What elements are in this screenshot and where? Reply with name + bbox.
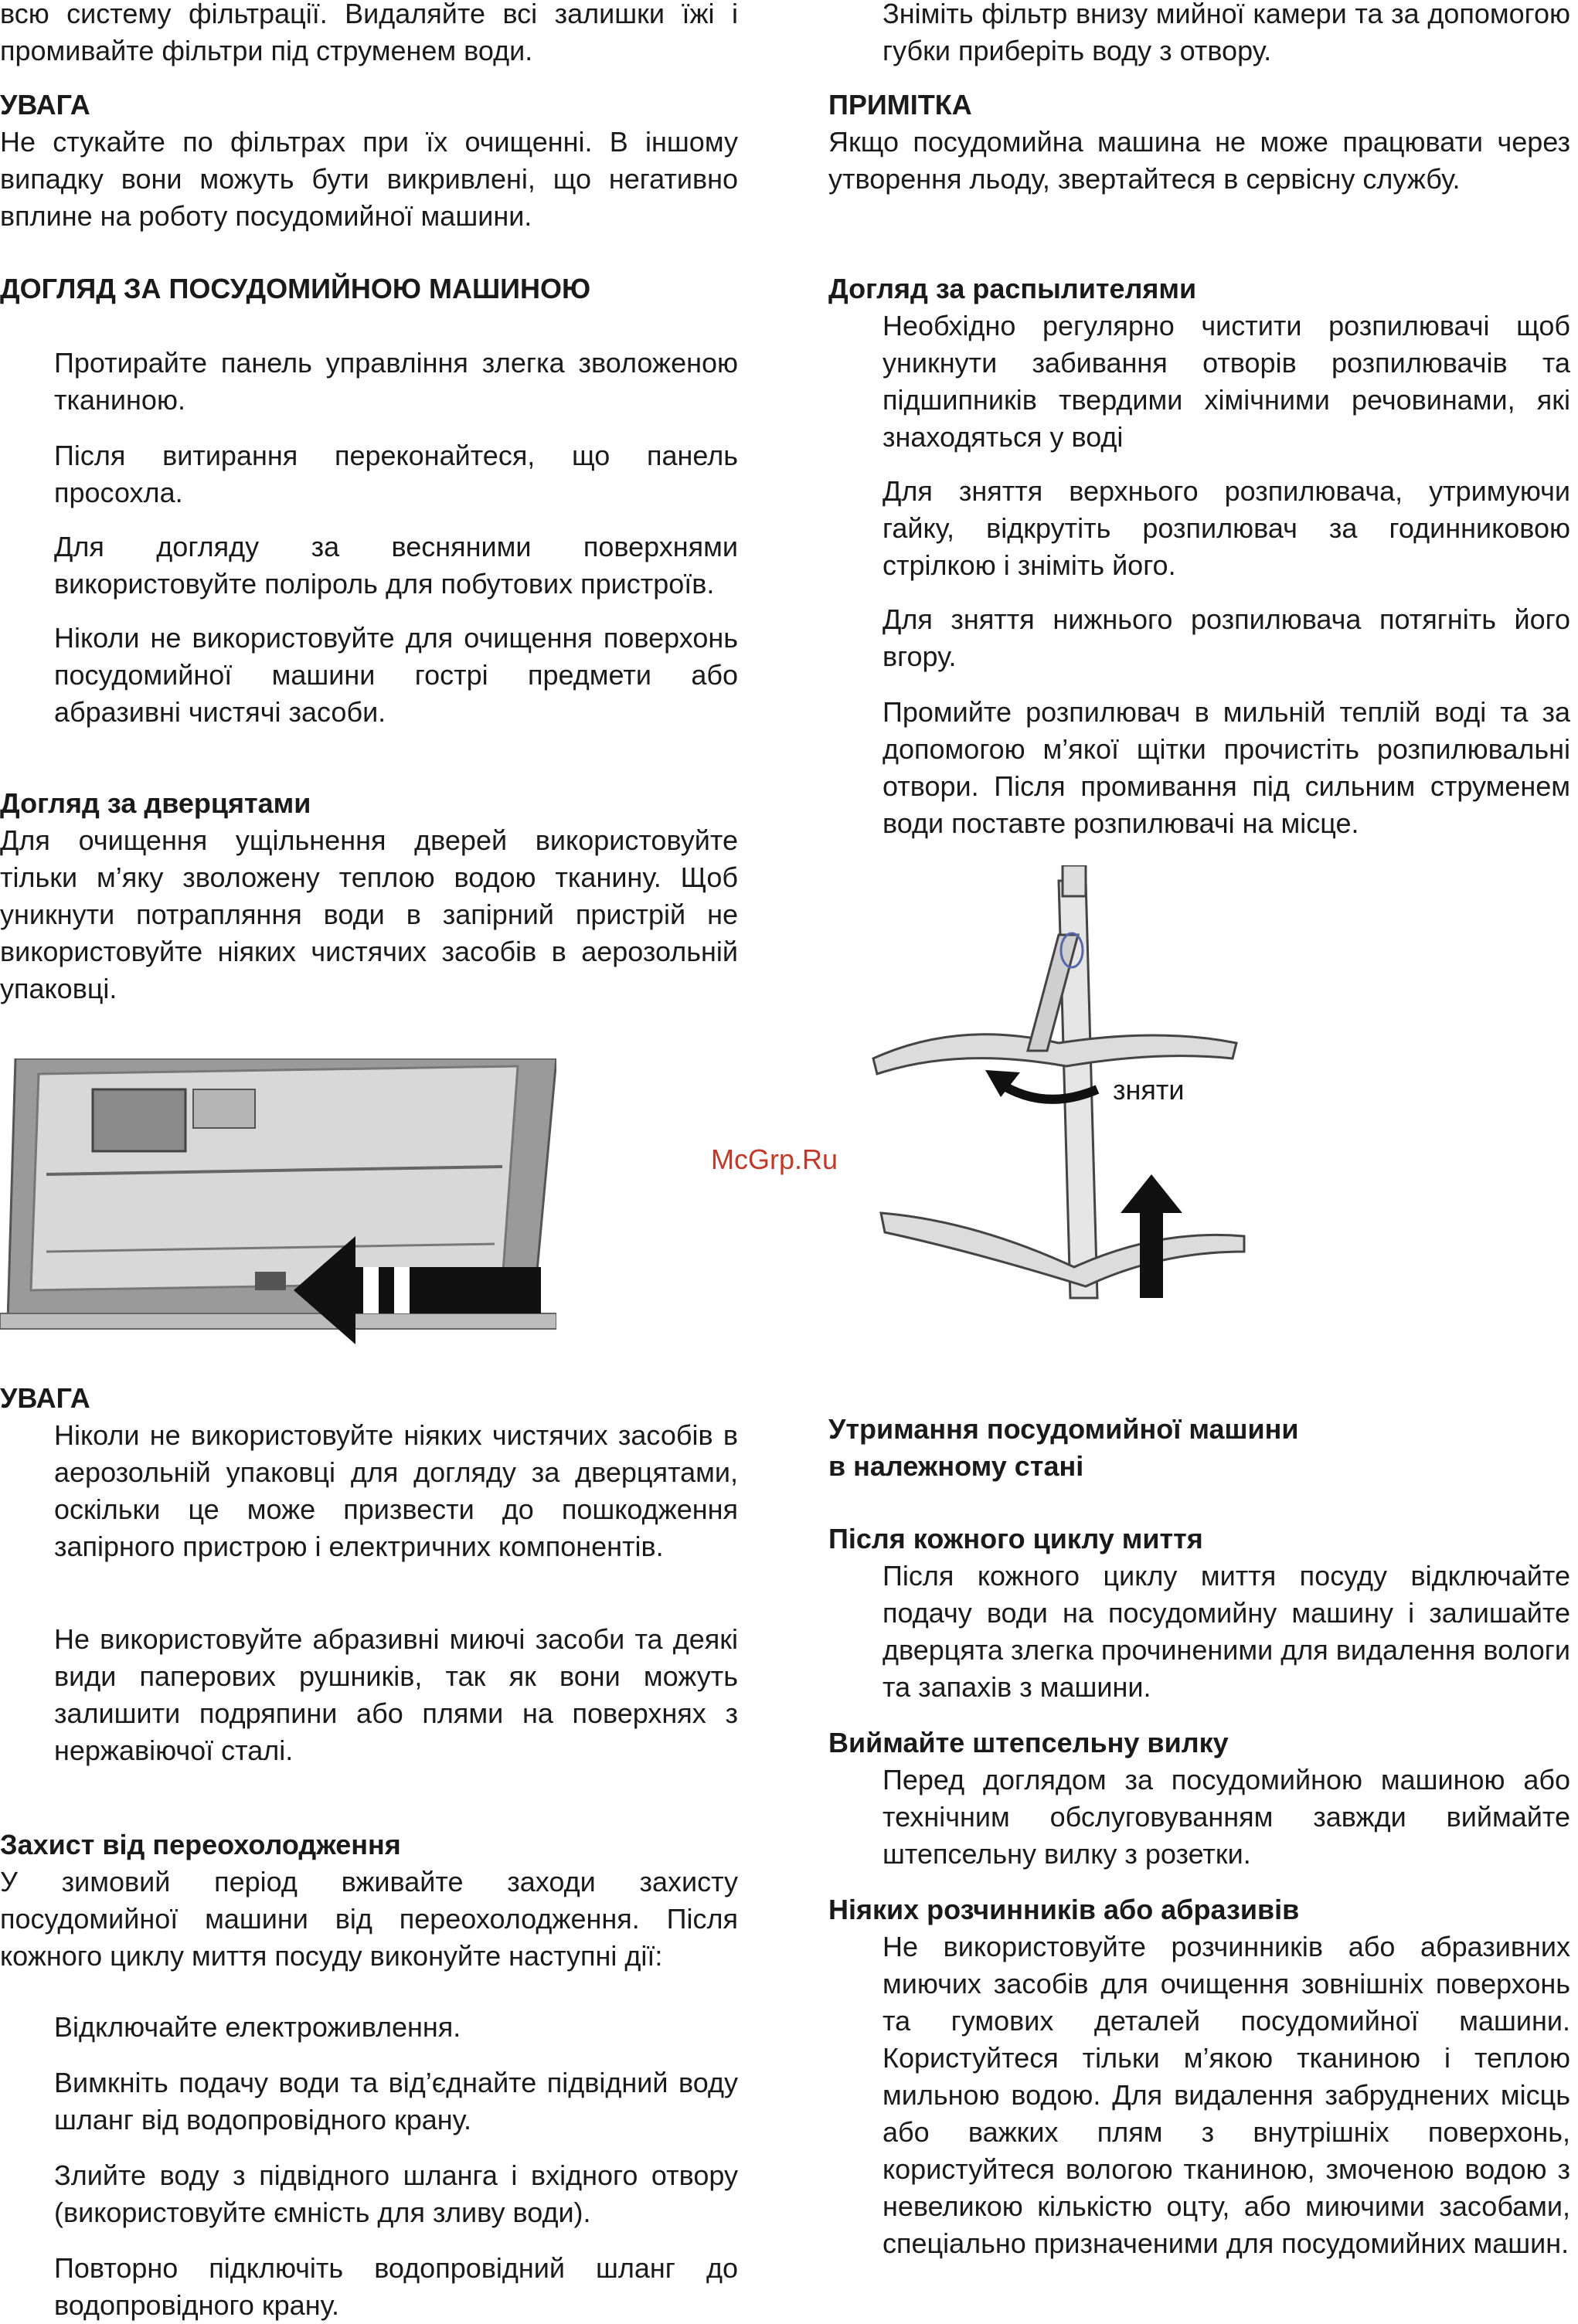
care-item: Ніколи не використовуйте для очищення поверхонь посудомийної машини гострі предмети або абразивні чистячі засоби.: [54, 622, 738, 728]
frost-item: Відключайте електроживлення.: [54, 2011, 461, 2043]
warning1-title: УВАГА: [0, 89, 90, 121]
spray-item: Необхідно регулярно чистити розпилювачі щоб уникнути забивання отворів розпилювачів та підшипників твердими хімічними речовинами, які знаходяться у воді: [883, 310, 1570, 453]
solvent-text: Не використовуйте розчинників або абразивних миючих засобів для очищення зовнішніх поверхонь та гумових деталей посудомийної машини. Користуйтеся тільки м’якою тканиною і теплою мильною водою. Для видалення забруднених місць або важких плям з внутрішніх поверхонь, користуйтеся вологою тканиною, змоченою водою з невеликою кількістю оцту, або миючими засобами, спеціально призначеними для посудомийних машин.: [883, 1931, 1570, 2259]
door-care-text: Для очищення ущільнення дверей використовуйте тільки м’яку зволожену теплою водою тканину. Щоб уникнути потрапляння води в запірний пристрій не використовуйте ніяких чистячих засобів в аерозольній упаковці.: [0, 824, 738, 1004]
warning2-item: Не використовуйте абразивні миючі засоби та деякі види паперових рушників, так як вони можуть залишити подряпини або плями на поверхнях з нержавіючої сталі.: [54, 1623, 738, 1766]
plug-title: Виймайте штепсельну вилку: [828, 1727, 1229, 1758]
door-figure: [0, 1058, 556, 1352]
warning2-item: Ніколи не використовуйте ніяких чистячих засобів в аерозольній упаковці для догляду за дверцятами, оскільки це може призвести до пошкодження запірного пристрою і електричних компонентів.: [54, 1419, 738, 1562]
spray-title: Догляд за распылителями: [828, 273, 1197, 304]
after-cycle-title: Після кожного циклу миття: [828, 1523, 1203, 1554]
warning2-title: УВАГА: [0, 1382, 90, 1414]
frost-item: Злийте воду з підвідного шланга і вхідного отвору (використовуйте ємність для зливу води).: [54, 2159, 738, 2228]
care-title: ДОГЛЯД ЗА ПОСУДОМИЙНОЮ МАШИНОЮ: [0, 273, 591, 304]
note-title: ПРИМІТКА: [828, 89, 972, 121]
figure-label: зняти: [1113, 1074, 1185, 1106]
after-cycle-text: Після кожного циклу миття посуду відключайте подачу води на посудомийну машину і залишайте дверцята злегка прочиненими для видалення вологи та запахів з машини.: [883, 1560, 1570, 1703]
care-item: Для догляду за весняними поверхнями використовуйте поліроль для побутових пристроїв.: [54, 531, 738, 600]
care-item: Після витирання переконайтеся, що панель просохла.: [54, 440, 738, 508]
solvent-title: Ніяких розчинників або абразивів: [828, 1894, 1300, 1925]
left-intro-text: всю систему фільтрації. Видаляйте всі залишки їжі і промивайте фільтри під струменем води.: [0, 0, 738, 66]
maintain-title-line1: Утримання посудомийної машини: [828, 1413, 1299, 1445]
spray-item: Для зняття верхнього розпилювача, утримуючи гайку, відкрутіть розпилювач за годинниковою стрілкою і зніміть його.: [883, 475, 1570, 581]
spray-item: Промийте розпилювач в мильній теплій воді та за допомогою м’якої щітки прочистіть розпилювальні отвори. Після промивання під сильним струменем води поставте розпилювачі на місце.: [883, 696, 1570, 839]
care-item: Протирайте панель управління злегка зволоженою тканиною.: [54, 347, 738, 416]
warning1-text: Не стукайте по фільтрах при їх очищенні. В іншому випадку вони можуть бути викривлені, що негативно вплине на роботу посудомийної машини.: [0, 126, 738, 232]
frost-item: Повторно підключіть водопровідний шланг до водопровідного крану.: [54, 2252, 738, 2321]
spray-arm-figure: [866, 865, 1267, 1313]
spray-item: Для зняття нижнього розпилювача потягніть його вгору.: [883, 603, 1570, 672]
frost-item: Вимкніть подачу води та від’єднайте підвідний воду шланг від водопровідного крану.: [54, 2067, 738, 2135]
frost-title: Захист від переохолодження: [0, 1829, 401, 1860]
note-text: Якщо посудомийна машина не може працювати через утворення льоду, звертайтеся в сервісну службу.: [828, 126, 1570, 195]
watermark: McGrp.Ru: [711, 1143, 838, 1175]
door-care-title: Догляд за дверцятами: [0, 787, 311, 819]
frost-text: У зимовий період вживайте заходи захисту посудомийної машини від переохолодження. Після кожного циклу миття посуду виконуйте наступні дії:: [0, 1866, 738, 1972]
arrow-up-icon: [1121, 1174, 1182, 1298]
maintain-title-line2: в належному стані: [828, 1450, 1084, 1482]
right-intro-text: Зніміть фільтр внизу мийної камери та за допомогою губки приберіть воду з отвору.: [883, 0, 1570, 66]
plug-text: Перед доглядом за посудомийною машиною або технічним обслуговуванням завжди виймайте штепсельну вилку з розетки.: [883, 1764, 1570, 1870]
